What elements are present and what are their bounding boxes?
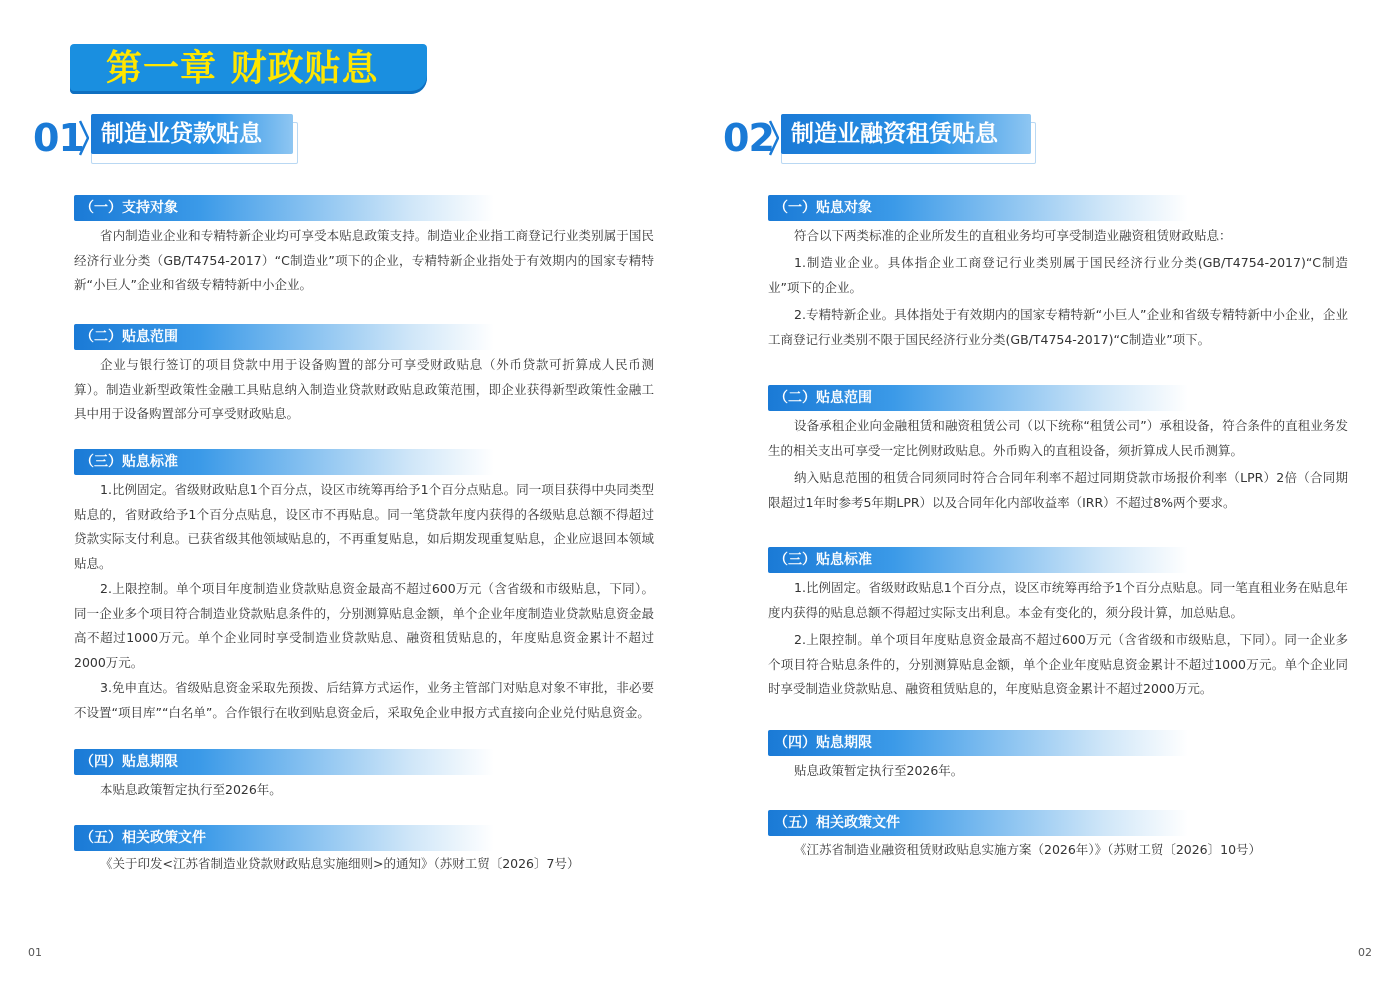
subsection-title: （四）贴息期限 xyxy=(80,754,178,770)
paragraph: 1.比例固定。省级财政贴息1个百分点，设区市统筹再给予1个百分点贴息。同一项目获得中央同类型贴息的，省财政给予1个百分点贴息，设区市不再贴息。同一笔贷款年度内获得的各级贴息总额不得超过贷款实际支付利息。已获省级其他领域贴息的，不再重复贴息，如后期发现重复贴息，企业应退回本领域贴息。 xyxy=(74,482,654,571)
paragraph: 2.专精特新企业。具体指处于有效期内的国家专精特新“小巨人”企业和省级专精特新中小企业，企业工商登记行业类别不限于国民经济行业分类(GB/T4754-2017)“C制造业”项下。 xyxy=(768,307,1348,347)
subsection-title: （一）支持对象 xyxy=(80,200,178,216)
subsection-heading xyxy=(768,385,1188,411)
page-number: 01 xyxy=(28,946,42,959)
chevron-right-icon xyxy=(769,120,779,156)
page-number: 02 xyxy=(1358,946,1372,959)
subsection-title: （四）贴息期限 xyxy=(774,735,872,751)
paragraph: 符合以下两类标准的企业所发生的直租业务均可享受制造业融资租赁财政贴息： xyxy=(794,228,1232,243)
subsection-title: （五）相关政策文件 xyxy=(774,815,900,831)
policy-document-reference: 《江苏省制造业融资租赁财政贴息实施方案（2026年）》（苏财工贸〔2026〕10号） xyxy=(794,842,1262,857)
subsection-heading xyxy=(768,810,1188,836)
paragraph: 设备承租企业向金融租赁和融资租赁公司（以下统称“租赁公司”）承租设备，符合条件的直租业务发生的相关支出可享受一定比例财政贴息。外币购入的直租设备，须折算成人民币测算。 xyxy=(768,418,1348,458)
section-number: 01 xyxy=(33,116,84,160)
section-title: 制造业贷款贴息 xyxy=(101,121,262,147)
policy-document-reference: 《关于印发<江苏省制造业贷款财政贴息实施细则>的通知》（苏财工贸〔2026〕7号） xyxy=(100,856,580,871)
subsection-title: （二）贴息范围 xyxy=(80,329,178,345)
subsection-title: （一）贴息对象 xyxy=(774,200,872,216)
subsection-heading xyxy=(768,547,1188,573)
subsection-heading xyxy=(74,324,494,350)
subsection-title: （二）贴息范围 xyxy=(774,390,872,406)
subsection-title: （三）贴息标准 xyxy=(774,552,872,568)
paragraph: 3.免申直达。省级贴息资金采取先预拨、后结算方式运作，业务主管部门对贴息对象不审批，非必要不设置“项目库”“白名单”。合作银行在收到贴息资金后，采取免企业申报方式直接向企业兑付贴息资金。 xyxy=(74,680,654,720)
paragraph: 1.比例固定。省级财政贴息1个百分点，设区市统筹再给予1个百分点贴息。同一笔直租业务在贴息年度内获得的贴息总额不得超过实际支出利息。本金有变化的，须分段计算，加总贴息。 xyxy=(768,580,1348,620)
section-title-box xyxy=(91,114,293,154)
paragraph: 贴息政策暂定执行至2026年。 xyxy=(794,763,964,778)
subsection-heading xyxy=(74,749,494,775)
right-page xyxy=(699,0,1398,983)
paragraph: 1.制造业企业。具体指企业工商登记行业类别属于国民经济行业分类(GB/T4754-2017)“C制造业”项下的企业。 xyxy=(768,255,1348,295)
subsection-heading xyxy=(768,730,1188,756)
subsection-heading xyxy=(74,195,494,221)
section-title-box xyxy=(781,114,1031,154)
section-heading-01 xyxy=(33,114,303,164)
paragraph: 纳入贴息范围的租赁合同须同时符合合同年利率不超过同期贷款市场报价利率（LPR）2倍（合同期限超过1年时参考5年期LPR）以及合同年化内部收益率（IRR）不超过8%两个要求。 xyxy=(768,470,1348,510)
section-number: 02 xyxy=(723,116,774,160)
paragraph: 企业与银行签订的项目贷款中用于设备购置的部分可享受财政贴息（外币贷款可折算成人民币测算）。制造业新型政策性金融工具贴息纳入制造业贷款财政贴息政策范围，即企业获得新型政策性金融工具中用于设备购置部分可享受财政贴息。 xyxy=(74,357,654,421)
chevron-right-icon xyxy=(79,120,89,156)
subsection-heading xyxy=(768,195,1188,221)
section-title: 制造业融资租赁贴息 xyxy=(791,121,998,147)
paragraph: 省内制造业企业和专精特新企业均可享受本贴息政策支持。制造业企业指工商登记行业类别属于国民经济行业分类（GB/T4754-2017）“C制造业”项下的企业，专精特新企业指处于有效期内的国家专精特新“小巨人”企业和省级专精特新中小企业。 xyxy=(74,228,654,292)
section-heading-02 xyxy=(723,114,1043,164)
paragraph: 本贴息政策暂定执行至2026年。 xyxy=(100,782,282,797)
chapter-banner xyxy=(70,44,427,94)
chapter-title: 第一章 财政贴息 xyxy=(106,48,379,89)
subsection-heading xyxy=(74,825,494,851)
paragraph: 2.上限控制。单个项目年度制造业贷款贴息资金最高不超过600万元（含省级和市级贴息，下同）。同一企业多个项目符合制造业贷款贴息条件的，分别测算贴息金额，单个企业年度制造业贷款贴息资金最高不超过1000万元。单个企业同时享受制造业贷款贴息、融资租赁贴息的，年度贴息资金累计不超过2000万元。 xyxy=(74,581,654,670)
subsection-title: （三）贴息标准 xyxy=(80,454,178,470)
paragraph: 2.上限控制。单个项目年度贴息资金最高不超过600万元（含省级和市级贴息，下同）。同一企业多个项目符合贴息条件的，分别测算贴息金额，单个企业年度贴息资金累计不超过1000万元。单个企业同时享受制造业贷款贴息、融资租赁贴息的，年度贴息资金累计不超过2000万元。 xyxy=(768,632,1348,696)
subsection-heading xyxy=(74,449,494,475)
subsection-title: （五）相关政策文件 xyxy=(80,830,206,846)
